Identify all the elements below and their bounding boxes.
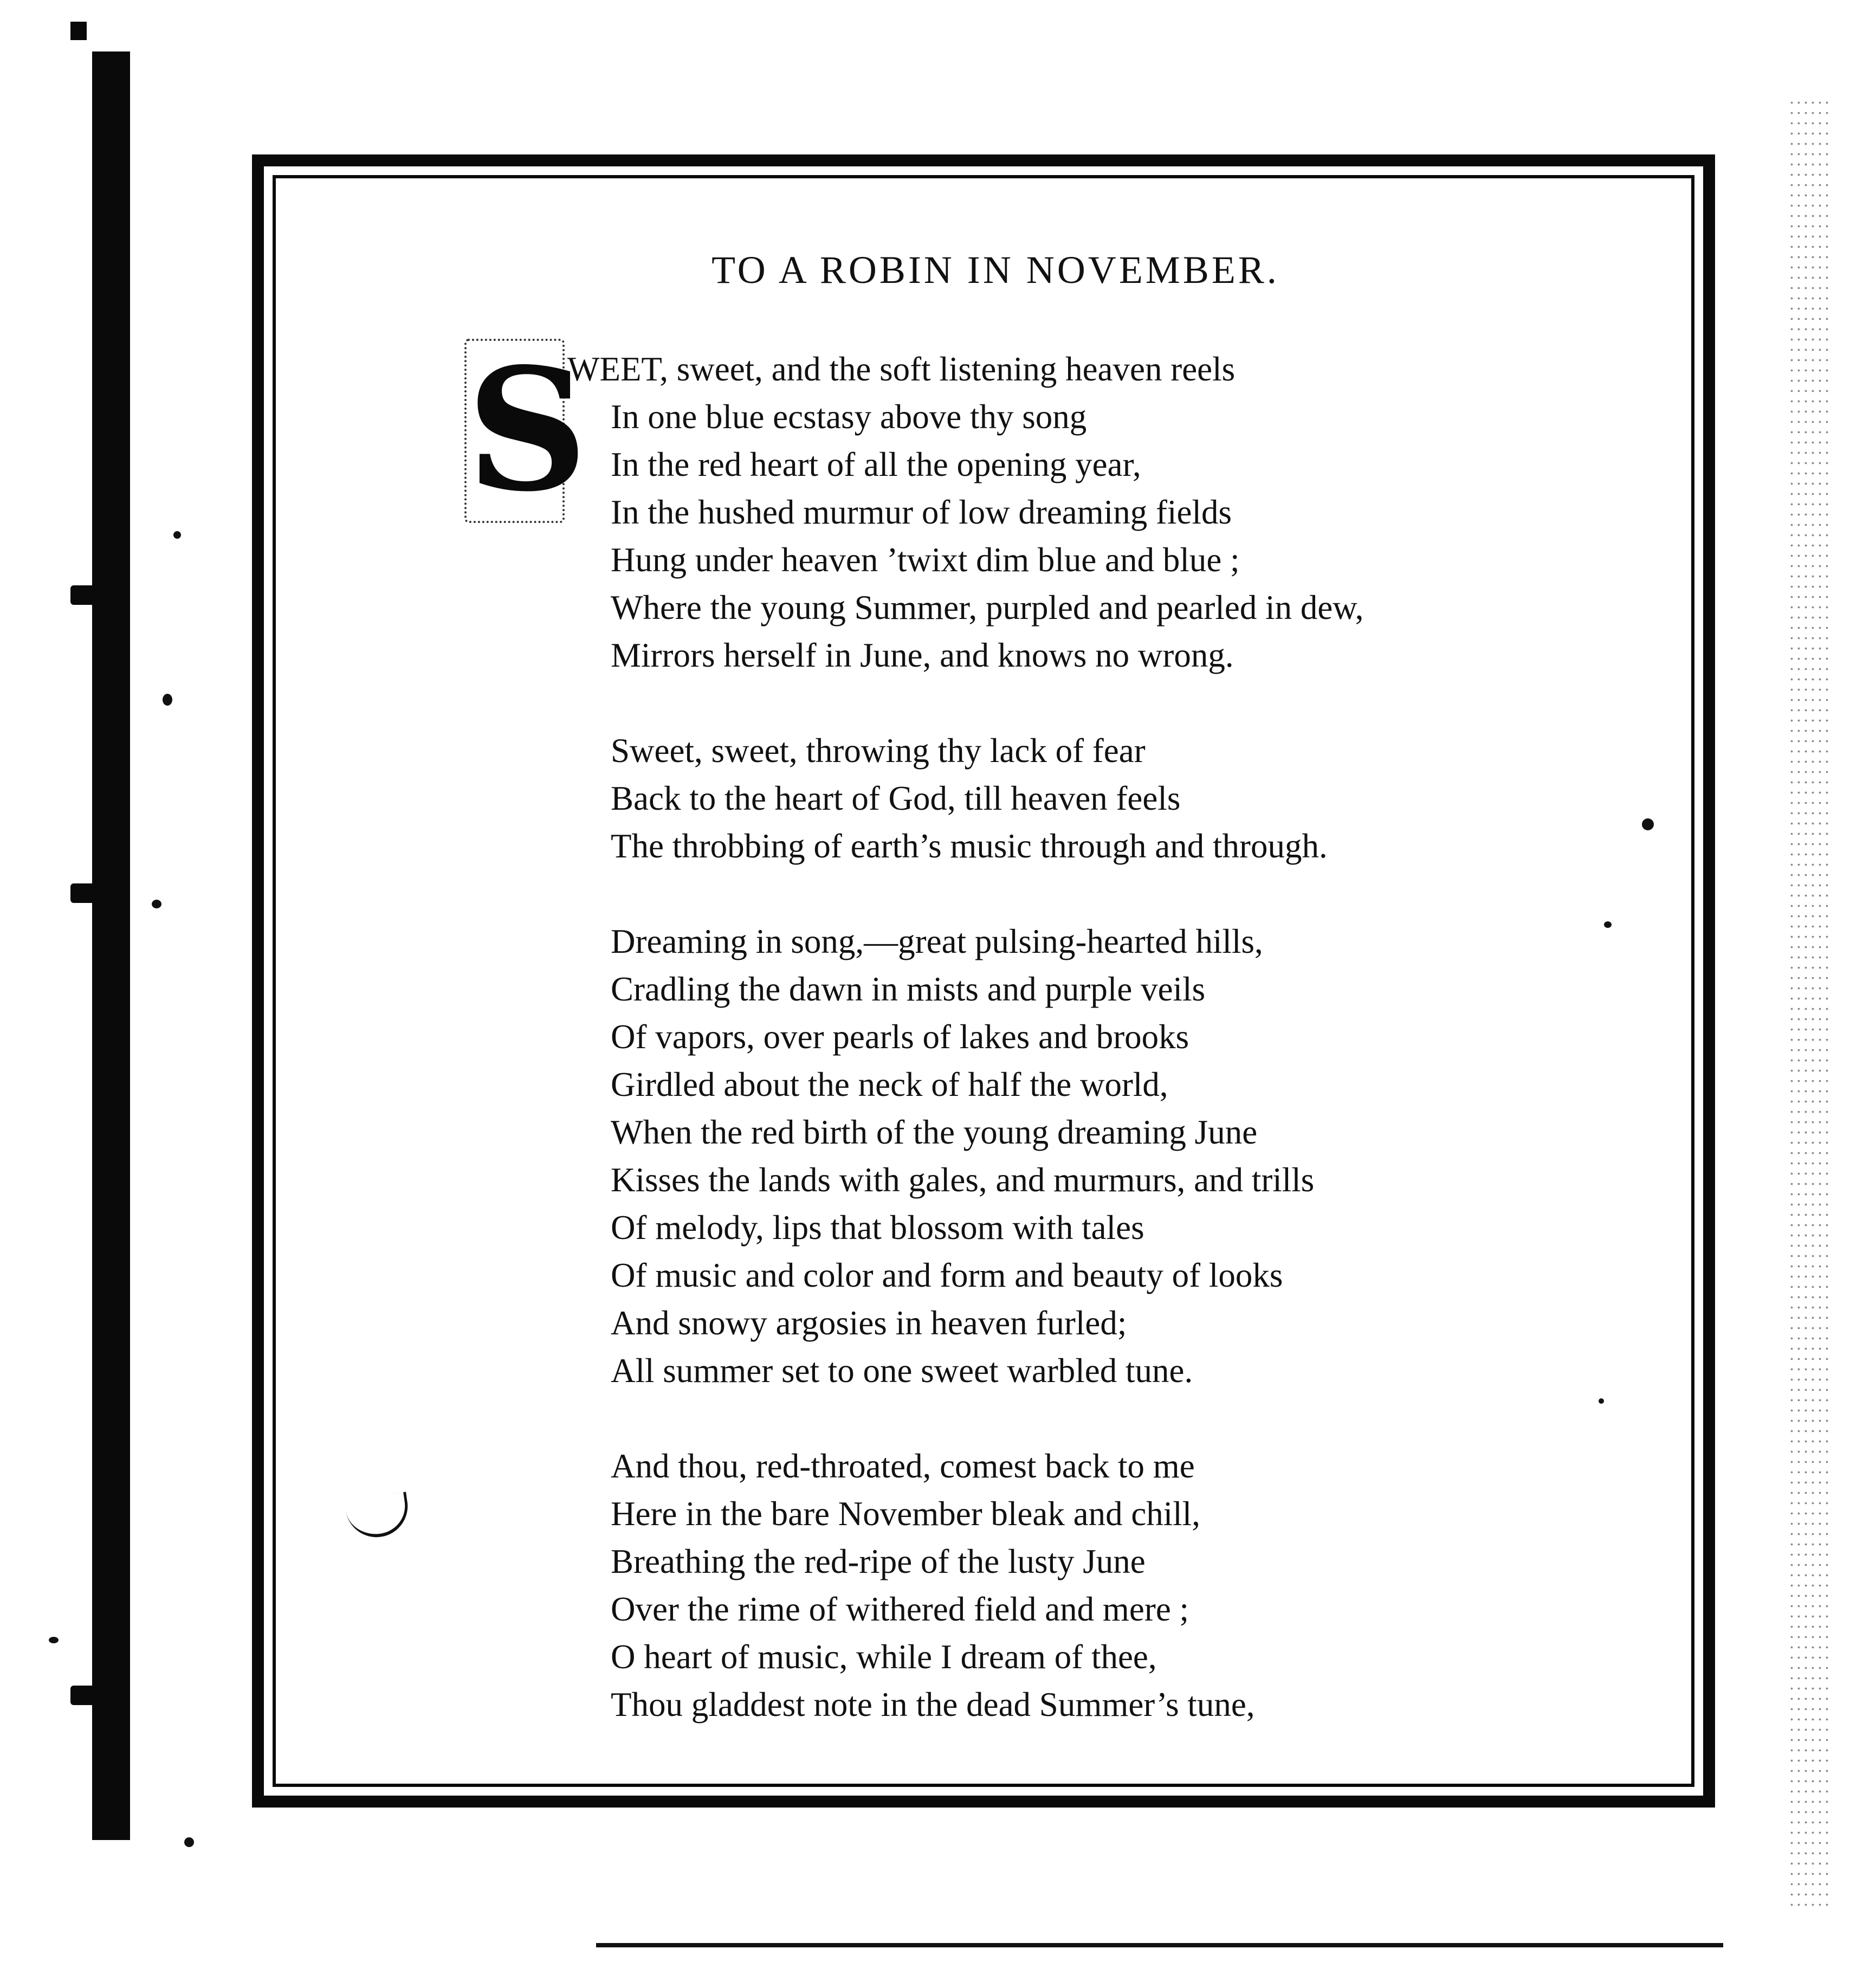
poem-line: O heart of music, while I dream of thee, — [611, 1638, 1157, 1676]
ink-speck — [49, 1637, 59, 1643]
poem-line: Back to the heart of God, till heaven feels — [611, 779, 1181, 817]
poem-line: Mirrors herself in June, and knows no wrong. — [611, 636, 1234, 674]
poem-line: The throbbing of earth’s music through and through. — [611, 827, 1328, 865]
poem-line: Of vapors, over pearls of lakes and brooks — [611, 1018, 1189, 1056]
ink-speck — [173, 531, 181, 539]
poem-line: Kisses the lands with gales, and murmurs, and trills — [611, 1161, 1315, 1199]
spine-notch — [70, 883, 98, 903]
poem-line: All summer set to one sweet warbled tune. — [611, 1352, 1193, 1390]
ink-speck — [152, 900, 161, 908]
poem-line: WEET, sweet, and the soft listening heaven reels — [567, 350, 1235, 388]
poem-line: Of melody, lips that blossom with tales — [611, 1209, 1144, 1247]
poem-line: In the hushed murmur of low dreaming fields — [611, 493, 1232, 531]
stanza-3 — [567, 918, 1716, 1395]
poem-line: And thou, red-throated, comest back to me — [611, 1447, 1195, 1485]
book-spine-shadow — [92, 51, 130, 1840]
bottom-rule — [596, 1943, 1723, 1947]
spine-notch — [70, 585, 98, 605]
stanza-4 — [567, 1442, 1716, 1728]
poem-line: In one blue ecstasy above thy song — [611, 398, 1087, 436]
ink-speck — [163, 694, 172, 706]
spine-notch — [70, 1686, 98, 1705]
poem-line: Girdled about the neck of half the world, — [611, 1066, 1168, 1103]
poem-title: TO A ROBIN IN NOVEMBER. — [711, 248, 1279, 292]
poem-line: Thou gladdest note in the dead Summer’s tune, — [611, 1686, 1255, 1724]
poem-line: Dreaming in song,—great pulsing-hearted hills, — [611, 922, 1263, 960]
poem-line: And snowy argosies in heaven furled; — [611, 1304, 1127, 1342]
poem-line: Breathing the red-ripe of the lusty June — [611, 1542, 1146, 1580]
poem-line: Sweet, sweet, throwing thy lack of fear — [611, 732, 1146, 770]
stanza-1 — [567, 345, 1716, 679]
ragged-page-edge — [1788, 98, 1832, 1913]
poem-line: Here in the bare November bleak and chill, — [611, 1495, 1201, 1533]
poem-line: In the red heart of all the opening year, — [611, 446, 1141, 483]
poem-line: Where the young Summer, purpled and pearled in dew, — [611, 589, 1364, 627]
ink-speck — [184, 1837, 194, 1847]
poem-line: When the red birth of the young dreaming June — [611, 1113, 1258, 1151]
poem-line: Over the rime of withered field and mere ; — [611, 1590, 1189, 1628]
poem-body — [467, 332, 1716, 1776]
poem-line: Of music and color and form and beauty of looks — [611, 1256, 1283, 1294]
poem-line: Hung under heaven ’twixt dim blue and blue ; — [611, 541, 1240, 579]
corner-mark — [70, 22, 87, 40]
page-border-frame — [252, 154, 1715, 1808]
stanza-2 — [567, 727, 1716, 870]
illuminated-drop-cap: S — [464, 339, 565, 523]
poem-line: Cradling the dawn in mists and purple veils — [611, 970, 1206, 1008]
